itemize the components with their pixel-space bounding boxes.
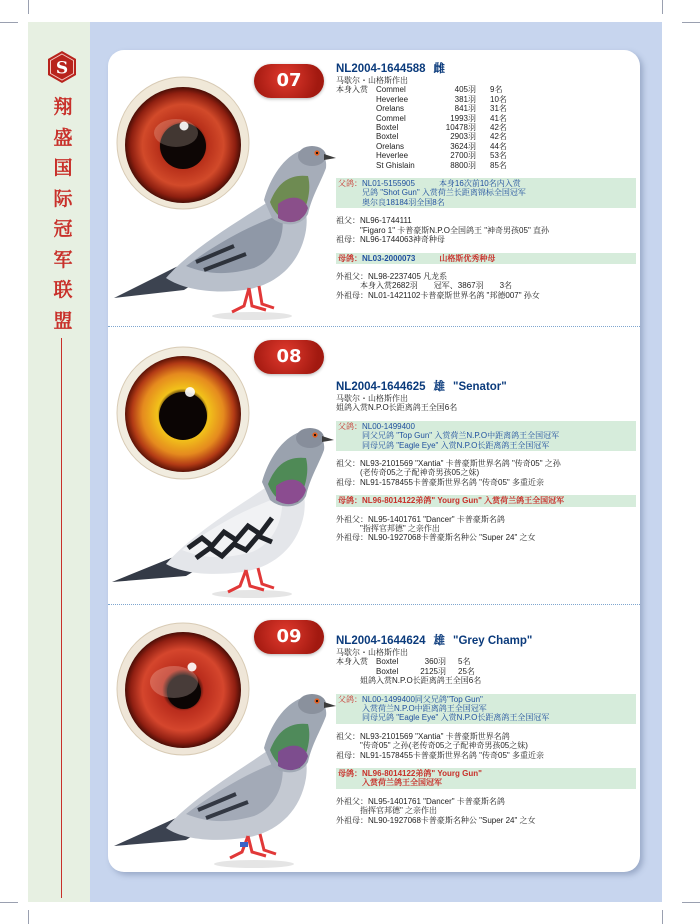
father-line: 本身16次前10名内入赏 xyxy=(438,179,521,189)
grandfather-block xyxy=(336,216,636,244)
catalog-card xyxy=(108,50,640,872)
grandfather-line: NL96-1744111 xyxy=(360,216,412,226)
result-place: Commel xyxy=(376,113,406,123)
brand-char: 军 xyxy=(53,248,73,271)
mother-line: 山格斯优秀种母 xyxy=(439,253,496,263)
grandfather-line: NL93-2101569 "Xantia" 卡普豪斯世界名鸽 "传奇05" 之孙 xyxy=(360,459,561,469)
maternal-grandparents-block xyxy=(336,515,636,543)
mother-label: 母鸽： xyxy=(338,496,362,506)
grandfather-label: 祖父： xyxy=(336,459,360,469)
brand-char: 联 xyxy=(53,279,73,301)
section-divider xyxy=(108,326,640,327)
result-birds: 360羽 xyxy=(424,657,446,667)
father-line: 兄鸽 "Shot Gun" 入赏荷兰长距离锦标全国冠军 xyxy=(362,188,526,198)
logo-letter: S xyxy=(55,58,69,79)
pigeon-name: "Grey Champ" xyxy=(453,635,533,647)
grandmother-text: NL91-1578455卡普豪斯世界名鸽 "传奇05" 多重近亲 xyxy=(360,750,544,760)
entry-number-badge: 08 xyxy=(254,340,324,374)
grandfather-block xyxy=(336,732,636,760)
breeder-text: 马歇尔・山格斯作出 xyxy=(336,76,408,85)
result-rank: 31名 xyxy=(490,104,507,114)
result-rank: 53名 xyxy=(490,151,507,161)
result-rank: 85名 xyxy=(490,160,507,170)
results-row xyxy=(336,132,507,141)
result-place: Heverlee xyxy=(376,151,409,161)
entry-number-badge: 09 xyxy=(254,620,324,654)
mgf-label: 外祖父： xyxy=(336,514,368,524)
mgm-label: 外祖母： xyxy=(336,815,368,825)
results-row xyxy=(336,161,507,170)
pedigree-info xyxy=(336,380,636,543)
mother-line: " Yourg Gun" 入赏荷兰鸽王全国冠军 xyxy=(431,496,565,506)
brand-char: 盛 xyxy=(53,126,73,149)
pigeon-photo xyxy=(114,686,336,870)
result-rank: 9名 xyxy=(490,85,503,95)
result-birds: 3624羽 xyxy=(450,141,476,151)
brand-vertical-title xyxy=(52,92,74,336)
mgm-text: NL90-1927068卡普豪斯名种公 "Super 24" 之女 xyxy=(368,533,536,543)
mgf-line: 本身入赏2682羽 冠军、3867羽 3名 xyxy=(360,281,513,291)
father-line: 同母兄鸽 "Eagle Eye" 入赏N.P.O长距离鸽王全国冠军 xyxy=(362,713,550,723)
mgf-line: "指挥官邦德" 之亲作出 xyxy=(360,524,440,534)
result-rank: 42名 xyxy=(490,123,507,133)
brand-char: 翔 xyxy=(53,96,73,118)
brand-char: 际 xyxy=(53,187,73,210)
father-label: 父鸽： xyxy=(338,421,362,431)
grandfather-line: "传奇05" 之孙(老传奇05之子配神奇男孩05之妹) xyxy=(360,741,528,751)
mother-ring: NL03-2000073 xyxy=(362,253,416,263)
result-rank: 10名 xyxy=(490,94,507,104)
results-row xyxy=(336,114,507,123)
ring-number: NL2004-1644625 xyxy=(336,381,426,393)
crop-mark xyxy=(682,22,700,23)
mother-ring: NL96-8014122弟鸽 xyxy=(362,769,432,779)
father-label: 父鸽： xyxy=(338,179,362,189)
result-rank: 25名 xyxy=(458,666,475,676)
mother-ring: NL96-8014122弟鸽 xyxy=(362,496,432,506)
result-birds: 381羽 xyxy=(454,94,476,104)
result-place: Heverlee xyxy=(376,94,409,104)
grandfather-block xyxy=(336,459,636,487)
result-birds: 2125羽 xyxy=(420,666,446,676)
results-row xyxy=(336,142,507,151)
father-line: 入赏荷兰N.P.O中距离鸽王全国冠军 xyxy=(362,704,487,714)
grandmother-label: 祖母： xyxy=(336,477,360,487)
results-table xyxy=(336,85,507,170)
result-birds: 10478羽 xyxy=(445,123,476,133)
pigeon-entry-07 xyxy=(108,50,640,312)
mother-line: 入赏荷兰鸽王全国冠军 xyxy=(362,778,442,788)
result-place: Boxtel xyxy=(376,666,399,676)
result-place: Orelans xyxy=(376,104,405,114)
brand-char: 国 xyxy=(53,157,73,179)
grandfather-label: 祖父： xyxy=(336,731,360,741)
mgf-line: NL98-2237405 凡龙系 xyxy=(368,271,448,281)
grandfather-line: "Figaro 1" 卡普豪斯N.P.O全国鸽王 "神奇男孩05" 直孙 xyxy=(360,225,550,235)
pigeon-entry-09 xyxy=(108,612,640,874)
crop-mark xyxy=(0,22,18,23)
result-rank: 41名 xyxy=(490,113,507,123)
sex-label: 雌 xyxy=(433,63,446,75)
father-block xyxy=(336,178,636,208)
mother-block xyxy=(336,253,636,264)
result-rank: 44名 xyxy=(490,141,507,151)
grandmother-text: NL91-1578455卡普豪斯世界名鸽 "传奇05" 多重近亲 xyxy=(360,477,544,487)
father-line: 同母兄鸽 "Eagle Eye" 入赏N.P.O长距离鸽王全国冠军 xyxy=(362,440,550,450)
father-line: "Top Gun" xyxy=(446,694,483,704)
mother-label: 母鸽： xyxy=(338,769,362,779)
pedigree-info xyxy=(336,634,636,825)
ring-heading xyxy=(336,62,636,76)
mother-block xyxy=(336,495,636,506)
father-ring: NL01-5155905 xyxy=(362,179,415,189)
crop-mark xyxy=(28,0,29,14)
results-row xyxy=(336,123,507,132)
father-ring: NL00-1499400同父兄鸽 xyxy=(362,694,447,704)
results-row xyxy=(336,95,507,104)
mother-label: 母鸽： xyxy=(338,253,362,263)
father-label: 父鸽： xyxy=(338,694,362,704)
mgf-line: 指挥官邦德" 之亲作出 xyxy=(360,806,438,816)
maternal-grandparents-block xyxy=(336,797,636,825)
grandmother-label: 祖母： xyxy=(336,235,360,245)
grandfather-line: NL93-2101569 "Xantia" 卡普豪斯世界名鸽 xyxy=(360,731,510,741)
results-label: 本身入赏 xyxy=(336,657,368,667)
results-row xyxy=(336,85,507,94)
mgf-label: 外祖父： xyxy=(336,796,368,806)
results-label: 本身入赏 xyxy=(336,85,368,95)
father-line: 同父兄鸽 "Top Gun" 入赏荷兰N.P.O中距离鸽王全国冠军 xyxy=(362,431,560,441)
result-place: Boxtel xyxy=(376,657,399,667)
mgf-line: NL95-1401761 "Dancer" 卡普豪斯名鸽 xyxy=(368,796,505,806)
extra-note: 姐鸽入赏N.P.O长距离鸽王全国6名 xyxy=(336,403,458,413)
entry-number-badge: 07 xyxy=(254,64,324,98)
father-ring: NL00-1499400 xyxy=(362,421,415,431)
father-block xyxy=(336,421,636,451)
grandfather-label: 祖父： xyxy=(336,216,360,226)
breeder-text: 马歇尔・山格斯作出 xyxy=(336,648,408,657)
pigeon-name: "Senator" xyxy=(453,381,507,393)
crop-mark xyxy=(662,910,663,924)
pedigree-info xyxy=(336,62,636,300)
crop-mark xyxy=(662,0,663,14)
mgf-line: NL95-1401761 "Dancer" 卡普豪斯名鸽 xyxy=(368,514,505,524)
grandmother-text: NL96-1744063神奇种母 xyxy=(360,235,445,245)
sex-label: 雄 xyxy=(433,381,446,393)
ring-number: NL2004-1644624 xyxy=(336,635,426,647)
result-birds: 2700羽 xyxy=(450,151,476,161)
ring-heading xyxy=(336,380,636,394)
brand-char: 冠 xyxy=(53,218,73,240)
mgm-label: 外祖母： xyxy=(336,533,368,543)
result-birds: 405羽 xyxy=(454,85,476,95)
mother-block xyxy=(336,768,636,789)
pigeon-photo xyxy=(114,138,336,322)
section-divider xyxy=(108,604,640,605)
result-rank: 42名 xyxy=(490,132,507,142)
mgf-label: 外祖父： xyxy=(336,271,368,281)
mgm-text: NL90-1927068卡普豪斯名种公 "Super 24" 之女 xyxy=(368,815,536,825)
mother-line: " Yourg Gun" xyxy=(431,769,482,779)
extra-note: 姐鸽入赏N.P.O长距离鸽王全国6名 xyxy=(360,676,482,686)
results-table xyxy=(336,657,475,676)
father-line: 奥尔良18184羽全国8名 xyxy=(362,197,445,207)
grandmother-label: 祖母： xyxy=(336,750,360,760)
crop-mark xyxy=(682,902,700,903)
brand-logo xyxy=(46,51,78,83)
grandfather-line: (老传奇05之子配神奇男孩05之妹) xyxy=(360,468,480,478)
result-rank: 5名 xyxy=(458,657,471,667)
mgm-text: NL01-1421102卡普豪斯世界名鸽 "邦德007" 孙女 xyxy=(368,290,540,300)
ring-number: NL2004-1644588 xyxy=(336,63,426,75)
brand-char: 盟 xyxy=(53,309,73,332)
maternal-grandparents-block xyxy=(336,272,636,300)
pigeon-photo xyxy=(112,418,334,602)
result-place: Commel xyxy=(376,85,406,95)
result-place: Boxtel xyxy=(376,132,399,142)
result-birds: 8800羽 xyxy=(450,160,476,170)
result-birds: 2903羽 xyxy=(450,132,476,142)
result-place: Orelans xyxy=(376,141,405,151)
side-divider-line xyxy=(61,338,62,898)
sex-label: 雄 xyxy=(433,635,446,647)
ring-heading xyxy=(336,634,636,648)
result-place: St Ghislain xyxy=(376,160,415,170)
mgm-label: 外祖母： xyxy=(336,290,368,300)
breeder-text: 马歇尔・山格斯作出 xyxy=(336,394,408,403)
results-row xyxy=(336,151,507,160)
result-place: Boxtel xyxy=(376,123,399,133)
results-row xyxy=(336,657,475,666)
results-row xyxy=(336,667,475,676)
crop-mark xyxy=(28,910,29,924)
results-row xyxy=(336,104,507,113)
result-birds: 841羽 xyxy=(454,104,476,114)
crop-mark xyxy=(0,902,18,903)
father-block xyxy=(336,694,636,724)
pigeon-entry-08 xyxy=(108,334,640,596)
result-birds: 1993羽 xyxy=(450,113,476,123)
